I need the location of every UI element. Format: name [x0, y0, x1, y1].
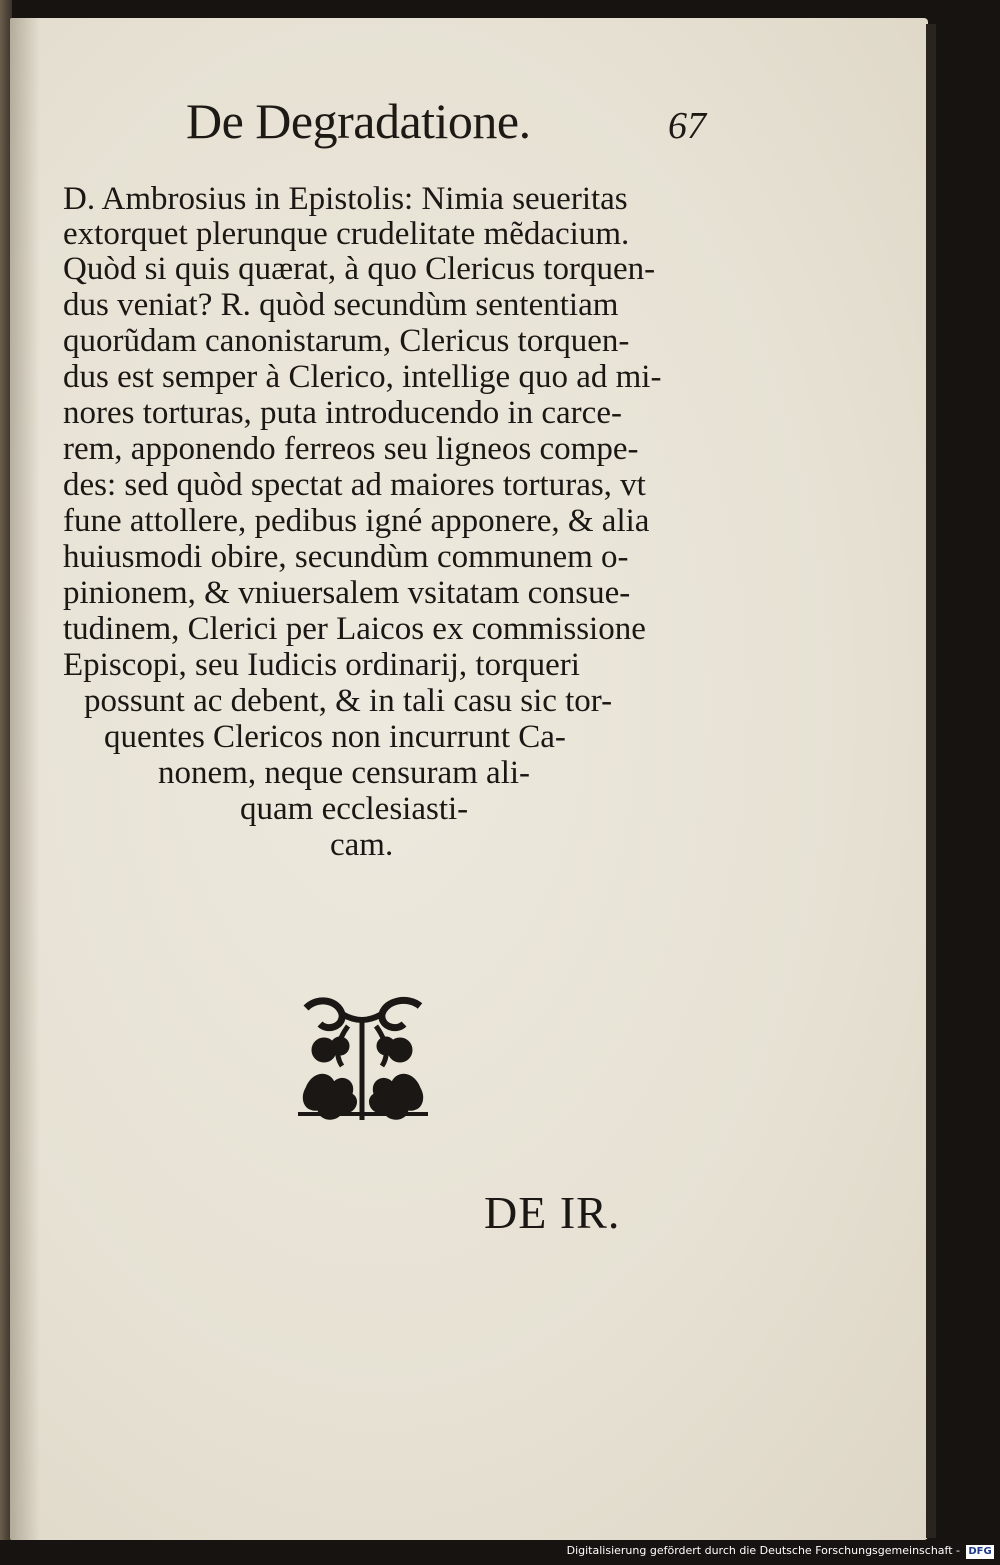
text-line: dus veniat? R. quòd secundùm sententiam	[63, 287, 619, 323]
running-head: De Degradatione.	[186, 93, 531, 149]
text-line: des: sed quòd spectat ad maiores torturas, vt	[63, 467, 646, 503]
text-line: quorũdam canonistarum, Clericus torquen-	[63, 323, 630, 359]
text-line: rem, apponendo ferreos seu ligneos compe-	[63, 431, 639, 467]
text-line: Quòd si quis quærat, à quo Clericus torquen-	[63, 251, 656, 287]
catchword: DE IR.	[484, 1187, 621, 1238]
text-line: nonem, neque censuram ali-	[158, 755, 531, 791]
text-line: pinionem, & vniuersalem vsitatam consue-	[63, 575, 631, 611]
text-line: tudinem, Clerici per Laicos ex commissione	[63, 611, 646, 647]
text-line: nores torturas, puta introducendo in carce-	[63, 395, 622, 431]
text-line: cam.	[330, 827, 394, 863]
text-line: huiusmodi obire, secundùm communem o-	[63, 539, 629, 575]
text-line: extorquet plerunque crudelitate mẽdacium.	[63, 216, 630, 252]
digitization-credit: Digitalisierung gefördert durch die Deutsche Forschungsgemeinschaft -	[566, 1544, 960, 1557]
page-header	[186, 92, 706, 162]
text-line: quam ecclesiasti-	[240, 791, 469, 827]
dfg-logo: DFG	[966, 1545, 994, 1559]
text-line: Episcopi, seu Iudicis ordinarij, torqueri	[63, 647, 580, 683]
text-line: quentes Clericos non incurrunt Ca-	[104, 719, 566, 755]
text-line: dus est semper à Clerico, intellige quo ad mi-	[63, 359, 662, 395]
page-number: 67	[668, 105, 706, 147]
text-line: fune attollere, pedibus igné apponere, & alia	[63, 503, 650, 539]
text-line: D. Ambrosius in Epistolis: Nimia seueritas	[63, 181, 628, 217]
floral-ornament-icon	[298, 996, 428, 1124]
text-line: possunt ac debent, & in tali casu sic tor-	[84, 683, 613, 719]
page-fore-edge	[926, 24, 936, 1538]
